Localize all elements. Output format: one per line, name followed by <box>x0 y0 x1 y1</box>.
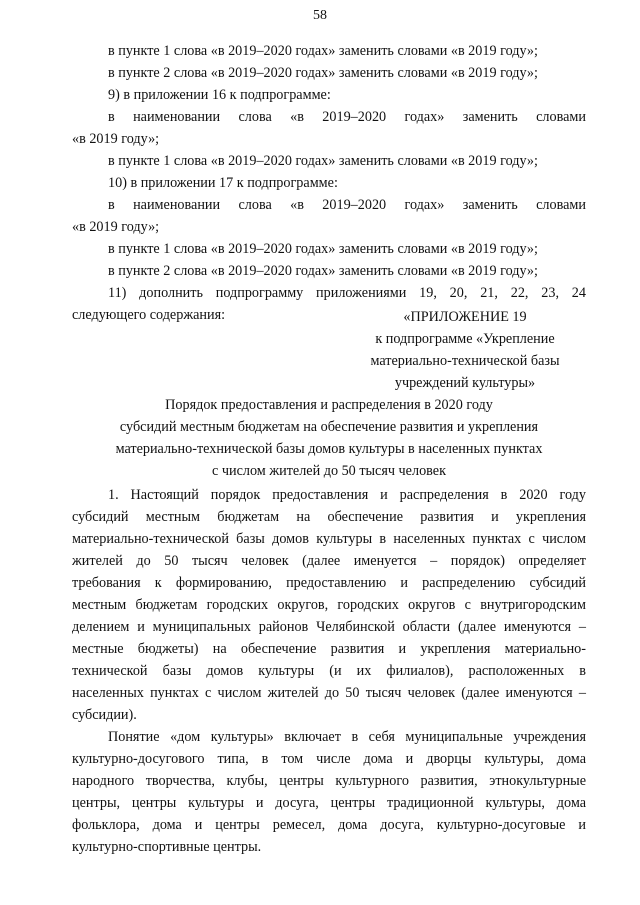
title-line: Порядок предоставления и распределения в 2020 году <box>165 397 493 413</box>
page-number: 58 <box>313 8 327 23</box>
amendment-line: следующего содержания: <box>72 307 226 323</box>
title-line: материально-технической базы домов культуры в населенных пунктах <box>115 441 543 457</box>
body-line: субсидии). <box>72 707 137 723</box>
title-line: субсидий местным бюджетам на обеспечение развития и укрепления <box>119 419 539 435</box>
body-line: технической базы домов культуры (и их филиалов), расположенных в <box>72 663 586 679</box>
document-title <box>72 394 586 482</box>
amendment-line: 11) дополнить подпрограмму приложениями 19, 20, 21, 22, 23, 24 <box>108 285 586 301</box>
amendment-line: в наименовании слова «в 2019–2020 годах» заменить словами <box>108 109 586 125</box>
amendment-line: в пункте 2 слова «в 2019–2020 годах» заменить словами «в 2019 году»; <box>108 263 538 279</box>
body-line: культурно-спортивные центры. <box>72 839 262 855</box>
body-line: Понятие «дом культуры» включает в себя муниципальные учреждения <box>108 729 586 745</box>
amendment-line: в пункте 1 слова «в 2019–2020 годах» заменить словами «в 2019 году»; <box>108 241 538 257</box>
body-line: материально-технической базы домов культуры в населенных пунктах с числом <box>72 531 586 547</box>
amendment-line: в пункте 1 слова «в 2019–2020 годах» заменить словами «в 2019 году»; <box>108 153 538 169</box>
body-line: населенных пунктах с числом жителей до 50 тысяч человек (далее именуются – <box>72 685 586 701</box>
body-line: местные бюджеты) на обеспечение развития и укрепления материально- <box>72 641 586 657</box>
amendment-line: 10) в приложении 17 к подпрограмме: <box>108 175 338 191</box>
body-line: жителей до 50 тысяч человек (далее именуется – порядок) определяет <box>72 553 586 569</box>
appendix-line: к подпрограмме «Укрепление <box>375 331 555 347</box>
amendment-line: «в 2019 году»; <box>72 131 160 147</box>
body-line: местным бюджетам городских округов, городских округов с внутригородским <box>72 597 586 613</box>
appendix-line: материально-технической базы <box>370 353 560 369</box>
title-line: с числом жителей до 50 тысяч человек <box>212 463 446 479</box>
body-line: народного творчества, клубы, центры культурного развития, этнокультурные <box>72 773 586 789</box>
body-line: центры, центры культуры и досуга, центры традиционной культуры, дома <box>72 795 586 811</box>
amendment-line: в наименовании слова «в 2019–2020 годах» заменить словами <box>108 197 586 213</box>
body-line: требования к формированию, предоставлению и распределению субсидий <box>72 575 586 591</box>
amendment-line: «в 2019 году»; <box>72 219 160 235</box>
amendment-line: 9) в приложении 16 к подпрограмме: <box>108 87 331 103</box>
appendix-line: учреждений культуры» <box>394 375 536 391</box>
body-line: культурно-досугового типа, в том числе дома и дворцы культуры, дома <box>72 751 586 767</box>
appendix-title: «ПРИЛОЖЕНИЕ 19 <box>403 309 527 325</box>
body-line: 1. Настоящий порядок предоставления и распределения в 2020 году <box>108 487 586 503</box>
amendment-line: в пункте 1 слова «в 2019–2020 годах» заменить словами «в 2019 году»; <box>108 43 538 59</box>
amendment-line: в пункте 2 слова «в 2019–2020 годах» заменить словами «в 2019 году»; <box>108 65 538 81</box>
body-line: субсидий местным бюджетам на обеспечение развития и укрепления <box>72 509 586 525</box>
body-line: делением и муниципальных районов Челябинской области (далее именуются – <box>72 619 586 635</box>
body-line: фольклора, дома и центры ремесел, дома досуга, культурно-досуговые и <box>72 817 586 833</box>
appendix-header <box>354 306 576 394</box>
